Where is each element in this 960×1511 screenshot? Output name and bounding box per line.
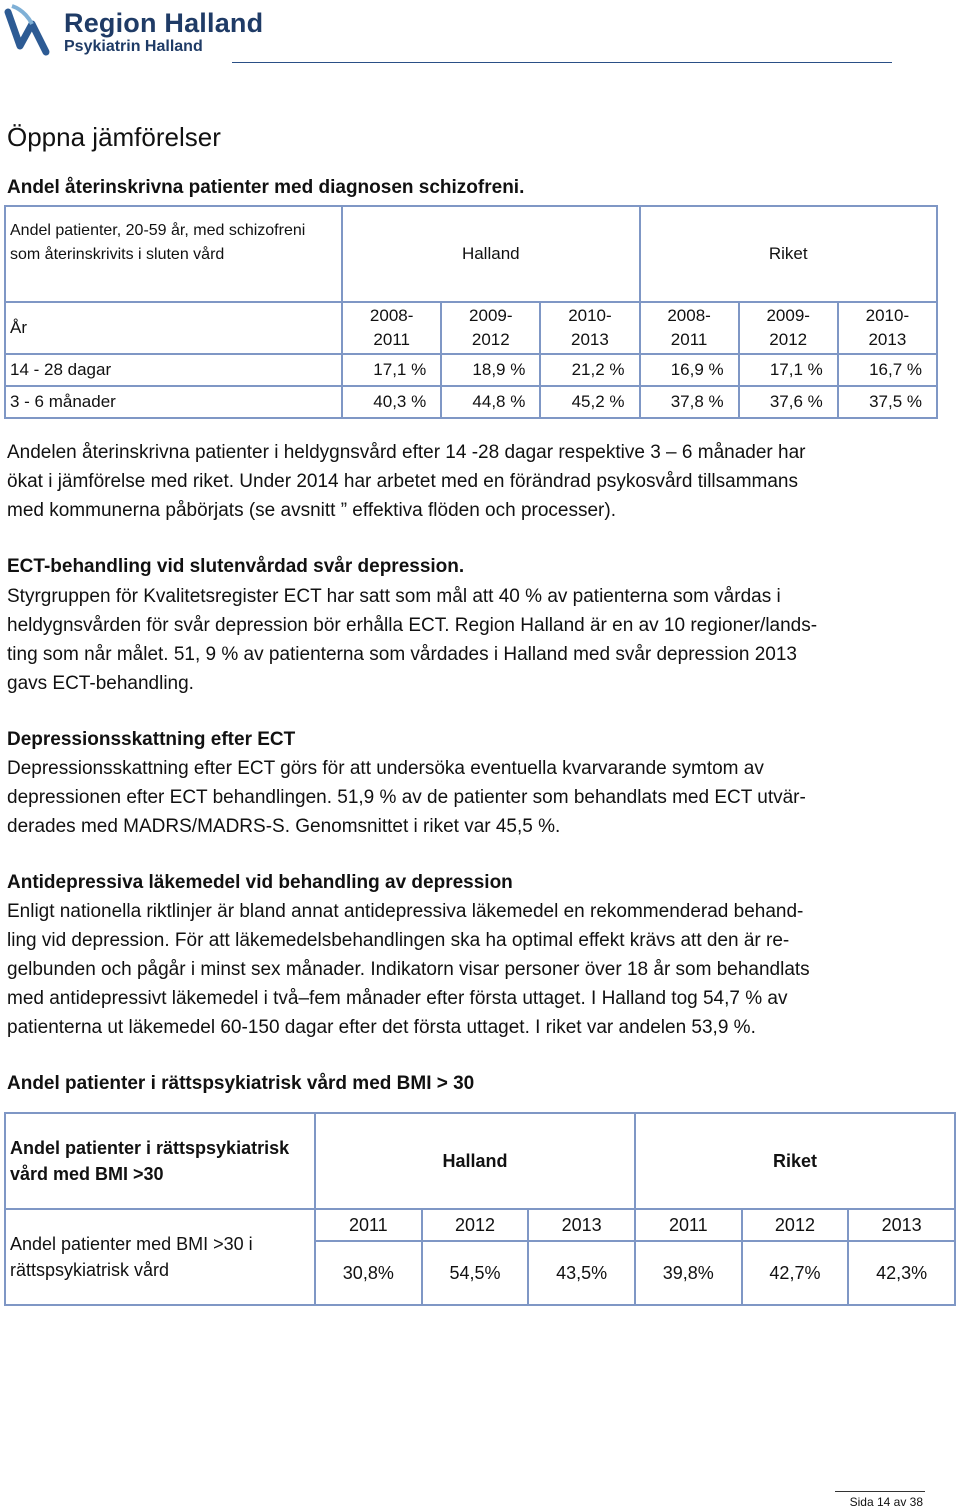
text-line: med antidepressivt läkemedel i två–fem månader efter första uttaget. I Halland tog 54,7 % av [7,988,788,1009]
year-header: 2012 [742,1209,849,1241]
period-header: 2009- 2012 [739,302,838,354]
header-divider [232,62,892,63]
text-line: depressionen efter ECT behandlingen. 51,9 % av de patienter som behandlats med ECT utvär- [7,787,806,808]
column-group-riket: Riket [640,206,938,302]
bmi-table [4,1112,956,1306]
text-line: gavs ECT-behandling. [7,673,194,694]
table-cell: 16,9 % [640,354,739,386]
row-label: 14 - 28 dagar [5,354,342,386]
table-cell: 30,8% [315,1241,422,1305]
section-heading-depressionsskattning: Depressionsskattning efter ECT [7,729,296,750]
text-line: Enligt nationella riktlinjer är bland annat antidepressiva läkemedel en rekommenderad behand- [7,901,804,922]
table-cell: 42,3% [848,1241,955,1305]
table-cell: 39,8% [635,1241,742,1305]
table-caption: Andel patienter, 20-59 år, med schizofreni som återinskrivits i sluten vård [5,206,342,302]
year-header: 2013 [848,1209,955,1241]
text-line: derades med MADRS/MADRS-S. Genomsnittet i riket var 45,5 %. [7,816,561,837]
year-header: 2011 [635,1209,742,1241]
page-title: Öppna jämförelser [7,122,221,152]
row-label: 3 - 6 månader [5,386,342,418]
year-label: År [5,302,183,354]
org-subtitle: Psykiatrin Halland [64,38,203,55]
table-row [5,386,937,418]
year-header: 2012 [422,1209,529,1241]
period-header: 2010- 2013 [540,302,639,354]
table-row [5,354,937,386]
table-cell: 16,7 % [838,354,937,386]
table-cell: 43,5% [528,1241,635,1305]
text-line: gelbunden och pågår i minst sex månader. Indikatorn visar personer över 18 år som behandlats [7,959,810,980]
table-cell: 54,5% [422,1241,529,1305]
table-cell: 44,8 % [441,386,540,418]
period-header: 2010- 2013 [838,302,937,354]
section-heading-bmi: Andel patienter i rättspsykiatrisk vård med BMI > 30 [7,1073,475,1094]
org-name: Region Halland [64,8,264,38]
year-header: 2011 [315,1209,422,1241]
period-header: 2009- 2012 [441,302,540,354]
page-header [0,0,960,64]
region-halland-logo-icon [2,2,62,60]
year-header: 2013 [528,1209,635,1241]
paragraph-antidepressiva [7,897,937,1042]
table-cell: 18,9 % [441,354,540,386]
table-cell: 45,2 % [540,386,639,418]
table-cell: 37,5 % [838,386,937,418]
table-cell: 40,3 % [342,386,441,418]
column-group-riket: Riket [635,1113,955,1209]
footer-divider [835,1491,925,1492]
table-cell: 21,2 % [540,354,639,386]
table-cell: 42,7% [742,1241,849,1305]
column-group-halland: Halland [315,1113,635,1209]
schizofreni-table [4,205,938,419]
text-line: ökat i jämförelse med riket. Under 2014 har arbetet med en förändrad psykosvård tillsammans [7,471,798,492]
table-cell: 17,1 % [342,354,441,386]
text-line: med kommunerna påbörjats (se avsnitt ” effektiva flöden och processer). [7,500,616,521]
paragraph-depressionsskattning [7,754,937,841]
row-label: Andel patienter med BMI >30 i rättspsykiatrisk vård [5,1209,315,1305]
text-line: Depressionsskattning efter ECT görs för att undersöka eventuella kvarvarande symtom av [7,758,764,779]
section-heading-antidepressiva: Antidepressiva läkemedel vid behandling av depression [7,872,513,893]
page-number: Sida 14 av 38 [849,1495,923,1509]
table-cell: 37,6 % [739,386,838,418]
column-group-halland: Halland [342,206,639,302]
paragraph-schizofreni [7,438,937,525]
text-line: patienterna ut läkemedel 60-150 dagar efter det första uttaget. I riket var andelen 53,9 %. [7,1017,756,1038]
paragraph-ect [7,582,937,698]
section-heading-schizofreni: Andel återinskrivna patienter med diagnosen schizofreni. [7,177,525,198]
section-heading-ect: ECT-behandling vid slutenvårdad svår depression. [7,556,465,577]
period-header: 2008- 2011 [640,302,739,354]
text-line: ling vid depression. För att läkemedelsbehandlingen ska ha optimal effekt krävs att den är re- [7,930,790,951]
table-cell: 37,8 % [640,386,739,418]
text-line: heldygnsvården för svår depression bör erhålla ECT. Region Halland är en av 10 regioner/lands- [7,615,818,636]
text-line: ting som når målet. 51, 9 % av patienterna som vårdades i Halland med svår depression 2013 [7,644,797,665]
text-line: Andelen återinskrivna patienter i heldygnsvård efter 14 -28 dagar respektive 3 – 6 månader har [7,442,806,463]
period-header: 2008- 2011 [342,302,441,354]
table-cell: 17,1 % [739,354,838,386]
text-line: Styrgruppen för Kvalitetsregister ECT har satt som mål att 40 % av patienterna som vårdas i [7,586,781,607]
table-caption: Andel patienter i rättspsykiatrisk vård med BMI >30 [5,1113,315,1209]
